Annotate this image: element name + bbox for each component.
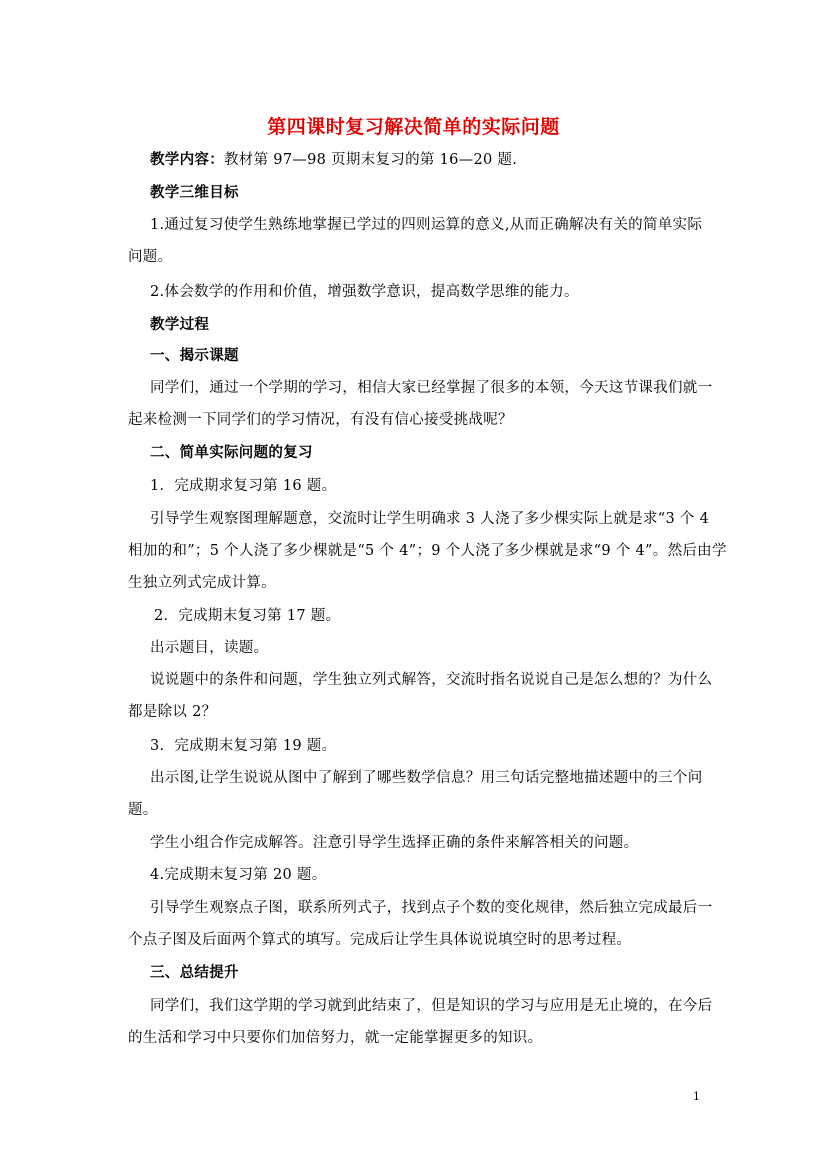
item-4-title: 4.完成期末复习第 20 题。 xyxy=(150,867,327,883)
section-3-line-1: 同学们，我们这学期的学习就到此结束了，但是知识的学习与应用是无止境的，在今后 xyxy=(150,998,713,1014)
item-2-line-2: 说说题中的条件和问题，学生独立列式解答，交流时指名说说自己是怎么想的？为什么 xyxy=(150,672,713,688)
teaching-content-label: 教学内容： xyxy=(150,151,224,168)
item-3-title: 3．完成期末复习第 19 题。 xyxy=(150,738,337,754)
item-1-title: 1．完成期求复习第 16 题。 xyxy=(150,478,337,494)
goal-1-line-2: 问题。 xyxy=(128,249,173,265)
item-1-line-3: 生独立列式完成计算。 xyxy=(128,575,276,591)
item-2-line-3: 都是除以 2？ xyxy=(128,704,217,720)
section-1-heading: 一、揭示课题 xyxy=(150,347,239,364)
teaching-content-line xyxy=(150,150,730,170)
item-3-line-3: 学生小组合作完成解答。注意引导学生选择正确的条件来解答相关的问题。 xyxy=(150,835,639,851)
goals-heading: 教学三维目标 xyxy=(150,184,239,201)
item-3-line-2: 题。 xyxy=(128,802,158,818)
goal-1-line-1: 1.通过复习使学生熟练地掌握已学过的四则运算的意义,从而正确解决有关的简单实际 xyxy=(150,217,703,233)
section-3-line-2: 的生活和学习中只要你们加倍努力，就一定能掌握更多的知识。 xyxy=(128,1030,543,1046)
page-number: 1 xyxy=(693,1090,700,1103)
item-1-line-1: 引导学生观察图理解题意，交流时让学生明确求 3 人浇了多少棵实际上就是求“3 个 4 xyxy=(150,511,710,527)
page-title: 第四课时复习解决简单的实际问题 xyxy=(267,116,560,138)
item-4-line-2: 个点子图及后面两个算式的填写。完成后让学生具体说说填空时的思考过程。 xyxy=(128,932,632,948)
goal-2: 2.体会数学的作用和价值，增强数学意识，提高数学思维的能力。 xyxy=(150,284,579,300)
section-2-heading: 二、简单实际问题的复习 xyxy=(150,444,313,461)
section-1-line-1: 同学们，通过一个学期的学习，相信大家已经掌握了很多的本领，今天这节课我们就一 xyxy=(150,380,713,396)
section-3-heading: 三、总结提升 xyxy=(150,964,239,981)
teaching-content-text: 教材第 97—98 页期末复习的第 16—20 题. xyxy=(224,152,518,168)
process-heading: 教学过程 xyxy=(150,316,210,333)
item-2-title: 2．完成期末复习第 17 题。 xyxy=(154,608,341,624)
section-1-line-2: 起来检测一下同学们的学习情况，有没有信心接受挑战呢？ xyxy=(128,412,513,428)
item-2-line-1: 出示题目，读题。 xyxy=(150,640,269,656)
item-4-line-1: 引导学生观察点子图，联系所列式子，找到点子个数的变化规律，然后独立完成最后一 xyxy=(150,900,713,916)
item-3-line-1: 出示图,让学生说说从图中了解到了哪些数学信息？用三句话完整地描述题中的三个问 xyxy=(150,770,703,786)
item-1-line-2: 相加的和”；5 个人浇了多少棵就是“5 个 4”；9 个人浇了多少棵就是求“9 个 4”。然后由学 xyxy=(128,543,727,559)
